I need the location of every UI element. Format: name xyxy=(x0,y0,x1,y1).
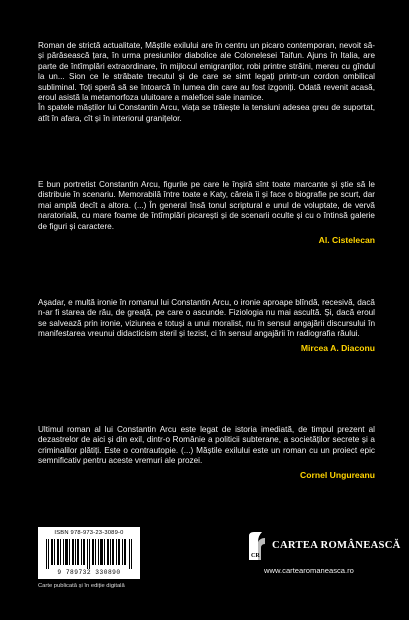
blurb-paragraph: În spatele măștilor lui Constantin Arcu, viața se trăiește la tensiuni adesea greu de suportat, atît în afara, cît și în interiorul granițelor. xyxy=(38,103,375,123)
review-author: Cornel Ungureanu xyxy=(300,469,375,480)
review-author: Mircea A. Diaconu xyxy=(300,342,375,353)
review-text: E bun portretist Constantin Arcu, figurile pe care le înșiră sînt toate marcante și știe să le distribuie în scenariu. Memorabilă între toate e Katy, căreia îi și face o biografie pe scurt, dar mai amplă decît a altora. (...) În general însă tonul scriptural e unul de voluptate, de vervă naratorială, cu mare foame de întîmplări picarești și de scenarii oculte și cu o întinsă galerie de figuri și caractere. xyxy=(38,180,375,231)
review-text: Așadar, e multă ironie în romanul lui Constantin Arcu, o ironie aproape blîndă, recesivă, dacă n-ar fi starea de rău, de greață, pe care o ascunde. Fiziologia nu mai ascultă. Și, dacă eroul se salvează prin ironie, viziunea e totuși a unui moralist, nu în sensul angajării discursului în manifestarea vreunui didacticism steril și tezist, ci în sensul angajării în radiografia răului. xyxy=(38,298,375,339)
barcode xyxy=(38,527,140,579)
barcode-digits: 9 789732 330890 xyxy=(57,569,121,576)
blurb-section xyxy=(38,41,375,124)
blurb-paragraph: Roman de strictă actualitate, Măștile exilului are în centru un picaro contemporan, nevoit să-și părăsească țara, în urma presiunilor diabolice ale Colonelesei Taifun. Ajuns în Italia, are parte de întîmplări extraordinare, în mijlocul emigranților, robi printre străini, mereu cu gîndul la un... Sion ce le străbate trecutul și de care se simt legați printr-un cordon ombilical subliminal. Toți speră să se întoarcă în lumea din care au fost izgoniți. Odată revenit acasă, eroul asistă la metamorfoza uluitoare a maleficei sale inamice. xyxy=(38,41,375,103)
review-author: Al. Cistelecan xyxy=(318,235,375,246)
publisher-website[interactable]: www.cartearomaneasca.ro xyxy=(264,566,354,575)
barcode-bars-icon xyxy=(46,539,132,569)
svg-text:CR: CR xyxy=(251,553,260,559)
review-section xyxy=(38,425,375,480)
review-text: Ultimul roman al lui Constantin Arcu este legat de istoria imediată, de timpul prezent al dezastrelor de aici și din exil, dintr-o Românie a politicii subterane, a societăților secrete și a criminalilor plătiți. Este o contrautopie. (...) Măștile exilului este un roman cu un proiect epic semnificativ pentru aceste vremuri ale prozei. xyxy=(38,425,375,466)
review-section xyxy=(38,180,375,245)
digital-edition-note: Carte publicată și în ediție digitală xyxy=(38,583,125,589)
review-section xyxy=(38,298,375,353)
publisher-name: CARTEA ROMÂNEASCĂ xyxy=(272,540,401,551)
cr-logo-icon xyxy=(246,530,268,564)
isbn-label: ISBN 978-973-23-3089-0 xyxy=(54,530,124,536)
